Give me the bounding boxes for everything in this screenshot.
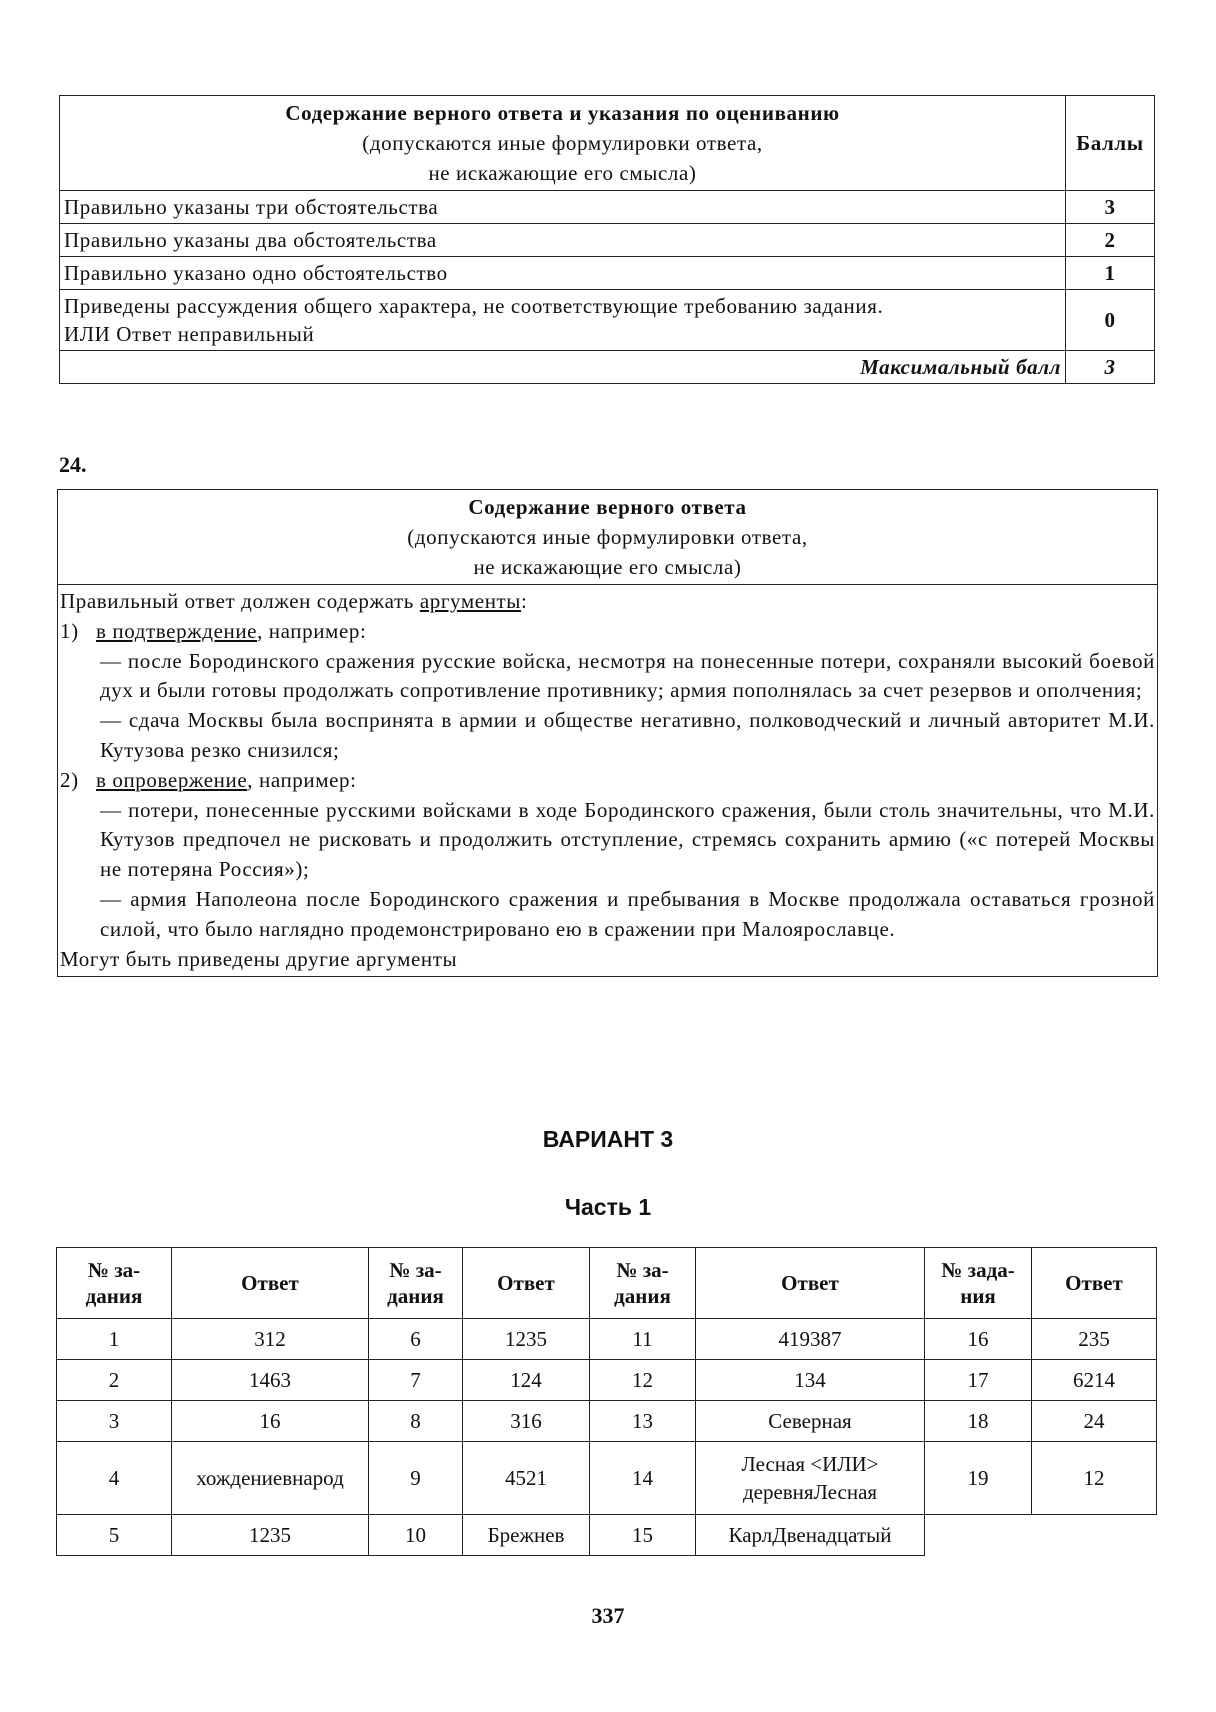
- header-line: (допускаются иные формулировки ответа,: [362, 131, 763, 155]
- scoring-table: [59, 95, 1155, 384]
- task-number-cell: 9: [369, 1442, 463, 1515]
- task-number-cell: 16: [925, 1319, 1032, 1360]
- task-number-cell: 6: [369, 1319, 463, 1360]
- task-number-cell: 17: [925, 1360, 1032, 1401]
- max-label: Максимальный балл: [60, 351, 1066, 384]
- score-header: Баллы: [1066, 96, 1155, 191]
- answer-cell: 1463: [172, 1360, 369, 1401]
- task-number-header: № за- дания: [57, 1248, 172, 1319]
- answer-header: Ответ: [463, 1248, 590, 1319]
- table-row: [60, 290, 1155, 351]
- answer-cell: 419387: [696, 1319, 925, 1360]
- task-number-cell: 8: [369, 1401, 463, 1442]
- table-row: [60, 191, 1155, 224]
- answer-cell: 16: [172, 1401, 369, 1442]
- table-row: [57, 1401, 1157, 1442]
- criterion-line: ИЛИ Ответ неправильный: [64, 322, 315, 346]
- task-number-header: № за- дания: [369, 1248, 463, 1319]
- argument: — потери, понесенные русскими войсками в ходе Бородинского сражения, были столь значительны, что М.И. Кутузов предпочел не рисковать и продолжить отступление, стремясь сохранить армию («с потерей Москвы не потеряна Россия»);: [100, 797, 1155, 882]
- answer-cell: Брежнев: [463, 1515, 590, 1556]
- answer-cell: КарлДвенадцатый: [696, 1515, 925, 1556]
- table-row: [60, 257, 1155, 290]
- header-line: Содержание верного ответа и указания по оцениванию: [285, 101, 840, 125]
- task-number-header: № за- дания: [590, 1248, 696, 1319]
- answer-cell: 134: [696, 1360, 925, 1401]
- header-line: Содержание верного ответа: [468, 495, 747, 519]
- answer-cell: Лесная <ИЛИ> деревняЛесная: [696, 1442, 925, 1515]
- criterion: Правильно указаны два обстоятельства: [60, 224, 1066, 257]
- task-number-cell: 4: [57, 1442, 172, 1515]
- score: 3: [1066, 191, 1155, 224]
- header-line: не искажающие его смысла): [473, 555, 742, 579]
- intro: [60, 587, 1155, 617]
- footer-note: Могут быть приведены другие аргументы: [60, 946, 458, 971]
- argument: — сдача Москвы была воспринята в армии и обществе негативно, полководческий и личный авторитет М.И. Кутузова резко снизился;: [100, 708, 1155, 762]
- score: 0: [1066, 290, 1155, 351]
- answer-cell: 1235: [463, 1319, 590, 1360]
- part-title: Часть 1: [564, 1194, 652, 1220]
- score: 2: [1066, 224, 1155, 257]
- answers-table: [56, 1247, 1157, 1556]
- answer-cell: 312: [172, 1319, 369, 1360]
- task-number-cell: 10: [369, 1515, 463, 1556]
- answer-cell: 1235: [172, 1515, 369, 1556]
- task-number: 24.: [59, 452, 87, 477]
- text: в подтверждение: [96, 618, 258, 643]
- table-row: [57, 1515, 1157, 1556]
- table-row: [60, 224, 1155, 257]
- point-1: [60, 617, 1155, 647]
- criterion: Правильно указаны три обстоятельства: [60, 191, 1066, 224]
- text: Правильный ответ должен содержать: [60, 589, 420, 613]
- criterion-line: Приведены рассуждения общего характера, не соответствующие требованию задания.: [64, 294, 884, 318]
- text: :: [521, 589, 528, 613]
- answer-cell: 6214: [1032, 1360, 1157, 1401]
- empty-cell: [925, 1515, 1032, 1556]
- text: , например:: [247, 767, 357, 792]
- task-number-cell: 19: [925, 1442, 1032, 1515]
- task-number-cell: 7: [369, 1360, 463, 1401]
- table-row: [57, 1360, 1157, 1401]
- task-number-cell: 1: [57, 1319, 172, 1360]
- content-header: [58, 490, 1158, 585]
- task-number-cell: 12: [590, 1360, 696, 1401]
- variant-title: ВАРИАНТ 3: [542, 1126, 674, 1152]
- answer-cell: Северная: [696, 1401, 925, 1442]
- argument: — армия Наполеона после Бородинского сражения и пребывания в Москве продолжала оставаться грозной силой, что было наглядно продемонстрировано ею в сражении при Малоярославце.: [100, 886, 1155, 941]
- answer-cell: 12: [1032, 1442, 1157, 1515]
- answer-content-table: [57, 489, 1158, 977]
- point-number: 1): [60, 618, 79, 643]
- header-line: не искажающие его смысла): [428, 161, 697, 185]
- answer-cell: 235: [1032, 1319, 1157, 1360]
- answer-header: Ответ: [696, 1248, 925, 1319]
- answer-content: [58, 585, 1158, 977]
- empty-cell: [1032, 1515, 1157, 1556]
- task-number-cell: 15: [590, 1515, 696, 1556]
- max-value: 3: [1066, 351, 1155, 384]
- answer-cell: хождениевнарод: [172, 1442, 369, 1515]
- point-2: [60, 766, 1155, 796]
- max-row: [60, 351, 1155, 384]
- answer-cell: 316: [463, 1401, 590, 1442]
- table-row: [57, 1319, 1157, 1360]
- task-number-cell: 13: [590, 1401, 696, 1442]
- task-number-cell: 5: [57, 1515, 172, 1556]
- answer-cell: 24: [1032, 1401, 1157, 1442]
- criterion: [60, 290, 1066, 351]
- task-number-cell: 18: [925, 1401, 1032, 1442]
- answer-header: Ответ: [1032, 1248, 1157, 1319]
- text: в опровержение: [96, 767, 248, 792]
- page-number: 337: [591, 1603, 625, 1628]
- task-number-cell: 14: [590, 1442, 696, 1515]
- answer-cell: 124: [463, 1360, 590, 1401]
- answer-header: Ответ: [172, 1248, 369, 1319]
- point-number: 2): [60, 767, 79, 792]
- task-number-cell: 2: [57, 1360, 172, 1401]
- header-line: (допускаются иные формулировки ответа,: [407, 525, 808, 549]
- criterion: Правильно указано одно обстоятельство: [60, 257, 1066, 290]
- text: , например:: [257, 618, 367, 643]
- content-header: [60, 96, 1066, 191]
- score: 1: [1066, 257, 1155, 290]
- task-number-cell: 3: [57, 1401, 172, 1442]
- task-number-cell: 11: [590, 1319, 696, 1360]
- argument: — после Бородинского сражения русские войска, несмотря на понесенные потери, сохраняли высокий боевой дух и были готовы продолжать сопротивление противнику; армия пополнялась за счет резервов и ополчения;: [100, 648, 1155, 703]
- table-row: [57, 1442, 1157, 1515]
- answer-cell: 4521: [463, 1442, 590, 1515]
- task-number-header: № зада- ния: [925, 1248, 1032, 1319]
- text: аргументы: [419, 589, 522, 613]
